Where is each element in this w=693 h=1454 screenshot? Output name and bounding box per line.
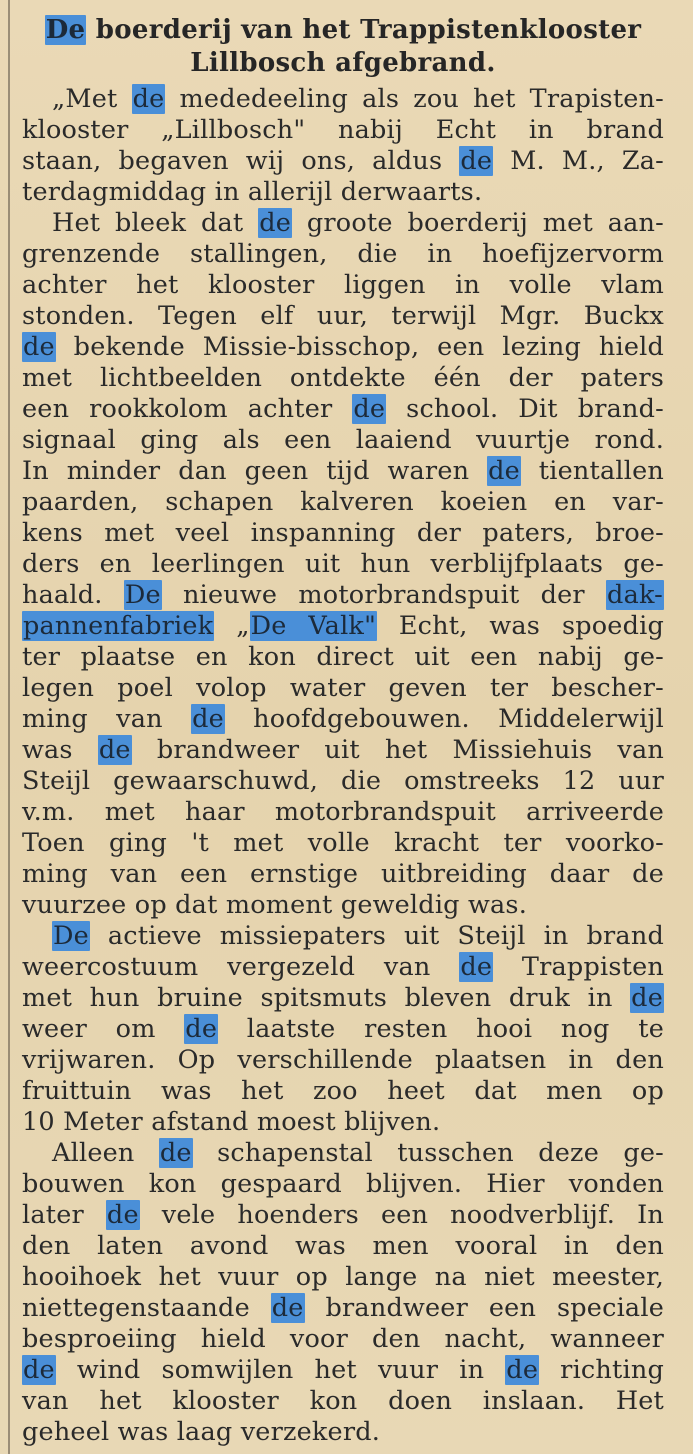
text-line [22, 425, 664, 456]
text-line [22, 921, 664, 952]
text-run: ter plaatse en kon direct uit een nabij ge- [22, 642, 664, 672]
text-run: mededeeling als zou het Trapisten- [165, 84, 664, 114]
search-highlight: de [460, 952, 493, 982]
text-line [22, 1293, 664, 1324]
text-line [22, 394, 664, 425]
headline-line [22, 14, 664, 47]
text-line [22, 84, 664, 115]
text-line [22, 270, 664, 301]
text-run: van het klooster kon doen inslaan. Het [22, 1386, 664, 1416]
text-run: hoofdgebouwen. Middelerwijl [224, 704, 664, 734]
search-highlight: de [192, 704, 224, 734]
text-line [22, 828, 664, 859]
search-highlight: de [460, 146, 493, 176]
text-line [22, 580, 664, 611]
text-line [22, 1386, 664, 1417]
text-run: signaal ging als een laaiend vuurtje rond. [22, 425, 664, 455]
text-run: was [22, 735, 98, 765]
text-run: fruittuin was het zoo heet dat men op [22, 1076, 664, 1106]
text-run: wind somwijlen het vuur in [55, 1355, 506, 1385]
text-line [22, 549, 664, 580]
text-run: In minder dan geen tijd waren [22, 456, 488, 486]
text-run: achter het klooster liggen in volle vlam [22, 270, 664, 300]
text-line [22, 1107, 664, 1138]
text-run: M. M., Za- [493, 146, 664, 176]
article [22, 14, 664, 1448]
text-line [22, 1262, 664, 1293]
search-highlight: de [132, 84, 165, 114]
text-run: besproeiing hield voor den nacht, wanneer [22, 1324, 664, 1354]
search-highlight: de [353, 394, 386, 424]
text-line [22, 1076, 664, 1107]
search-highlight: dak- [607, 580, 663, 610]
text-run: legen poel volop water geven ter bescher- [22, 673, 664, 703]
text-run: richting [539, 1355, 664, 1385]
text-line [22, 1324, 664, 1355]
text-run: stonden. Tegen elf uur, terwijl Mgr. Buckx [22, 301, 664, 331]
text-run: schapenstal tusschen deze ge- [192, 1138, 664, 1168]
search-highlight: de [631, 983, 663, 1013]
text-run: met lichtbeelden ontdekte één der paters [22, 363, 664, 393]
text-line [22, 797, 664, 828]
text-run: bekende Missie-bisschop, een lezing hield [55, 332, 664, 362]
text-line [22, 890, 664, 921]
text-run: Lillbosch afgebrand. [190, 48, 496, 78]
text-line [22, 859, 664, 890]
text-run: „ [214, 611, 250, 641]
text-line [22, 1138, 664, 1169]
text-line [22, 983, 664, 1014]
text-line [22, 1045, 664, 1076]
text-line [22, 952, 664, 983]
text-line [22, 735, 664, 766]
search-highlight: de [159, 1138, 192, 1168]
text-line [22, 239, 664, 270]
search-highlight: de [506, 1355, 539, 1385]
text-run: laatste resten hooi nog te [218, 1014, 664, 1044]
text-run: boerderij van het Trappistenklooster [86, 15, 642, 45]
text-run: staan, begaven wij ons, aldus [22, 146, 460, 176]
text-run: Steijl gewaarschuwd, die omstreeks 12 uur [22, 766, 664, 796]
text-run: met hun bruine spitsmuts bleven druk in [22, 983, 631, 1013]
text-line [22, 177, 664, 208]
text-run: actieve missiepaters uit Steijl in brand [89, 921, 664, 951]
text-line [22, 1231, 664, 1262]
article-body [22, 84, 664, 1448]
text-run: vrijwaren. Op verschillende plaatsen in den [22, 1045, 664, 1075]
text-run: weer om [22, 1014, 185, 1044]
text-run: kens met veel inspanning der paters, broe- [22, 518, 664, 548]
text-run: den laten avond was men vooral in den [22, 1231, 664, 1261]
search-highlight: De [53, 921, 89, 951]
search-highlight: de [185, 1014, 218, 1044]
search-highlight: de [259, 208, 292, 238]
text-run: brandweer uit het Missiehuis van [131, 735, 664, 765]
text-run: paarden, schapen kalveren koeien en var- [22, 487, 664, 517]
text-line [22, 301, 664, 332]
text-run: hooihoek het vuur op lange na niet meester, [22, 1262, 664, 1292]
text-run: school. Dit brand- [386, 394, 664, 424]
text-run: Het bleek dat [52, 208, 259, 238]
text-line [22, 487, 664, 518]
text-run: klooster „Lillbosch" nabij Echt in brand [22, 115, 664, 145]
search-highlight: De [45, 15, 86, 45]
text-line [22, 704, 664, 735]
search-highlight: De Valk" [250, 611, 377, 641]
text-line [22, 208, 664, 239]
text-run: Echt, was spoedig [377, 611, 664, 641]
text-line [22, 642, 664, 673]
text-run: vuurzee op dat moment geweldig was. [22, 890, 528, 920]
text-run: Toen ging 't met volle kracht ter voorko- [22, 828, 664, 858]
text-line [22, 1417, 664, 1448]
article-headline [22, 14, 664, 80]
text-run: ming van een ernstige uitbreiding daar de [22, 859, 664, 889]
text-run: 10 Meter afstand moest blijven. [22, 1107, 441, 1137]
text-run: terdagmiddag in allerijl derwaarts. [22, 177, 483, 207]
search-highlight: de [23, 1355, 55, 1385]
text-line [22, 332, 664, 363]
text-run: brandweer een speciale [304, 1293, 664, 1323]
search-highlight: pannenfabriek [23, 611, 214, 641]
text-line [22, 115, 664, 146]
text-run: een rookkolom achter [22, 394, 353, 424]
text-run: groote boerderij met aan- [292, 208, 664, 238]
search-highlight: De [124, 580, 161, 610]
text-run: ming van [22, 704, 192, 734]
text-line [22, 1200, 664, 1231]
text-line [22, 363, 664, 394]
text-run: ders en leerlingen uit hun verblijfplaats ge- [22, 549, 664, 579]
search-highlight: de [106, 1200, 139, 1230]
text-run: haald. [22, 580, 124, 610]
text-line [22, 456, 664, 487]
text-line [22, 518, 664, 549]
text-line [22, 1014, 664, 1045]
text-line [22, 1355, 664, 1386]
text-run: grenzende stallingen, die in hoefijzervorm [22, 239, 664, 269]
search-highlight: de [98, 735, 131, 765]
search-highlight: de [271, 1293, 304, 1323]
text-line [22, 146, 664, 177]
column-rule [8, 0, 10, 1454]
text-run: nieuwe motorbrandspuit der [161, 580, 607, 610]
text-run: geheel was laag verzekerd. [22, 1417, 381, 1447]
search-highlight: de [23, 332, 55, 362]
text-run: „Met [52, 84, 132, 114]
text-run: tientallen [520, 456, 664, 486]
text-run: niettegenstaande [22, 1293, 271, 1323]
text-run: v.m. met haar motorbrandspuit arriveerde [22, 797, 664, 827]
text-run: bouwen kon gespaard blijven. Hier vonden [22, 1169, 664, 1199]
text-line [22, 766, 664, 797]
text-line [22, 1169, 664, 1200]
text-line [22, 673, 664, 704]
text-run: weercostuum vergezeld van [22, 952, 460, 982]
text-run: later [22, 1200, 106, 1230]
text-run: Alleen [52, 1138, 159, 1168]
text-run: vele hoenders een noodverblijf. In [139, 1200, 664, 1230]
text-run: Trappisten [493, 952, 664, 982]
search-highlight: de [488, 456, 520, 486]
headline-line [22, 47, 664, 80]
text-line [22, 611, 664, 642]
